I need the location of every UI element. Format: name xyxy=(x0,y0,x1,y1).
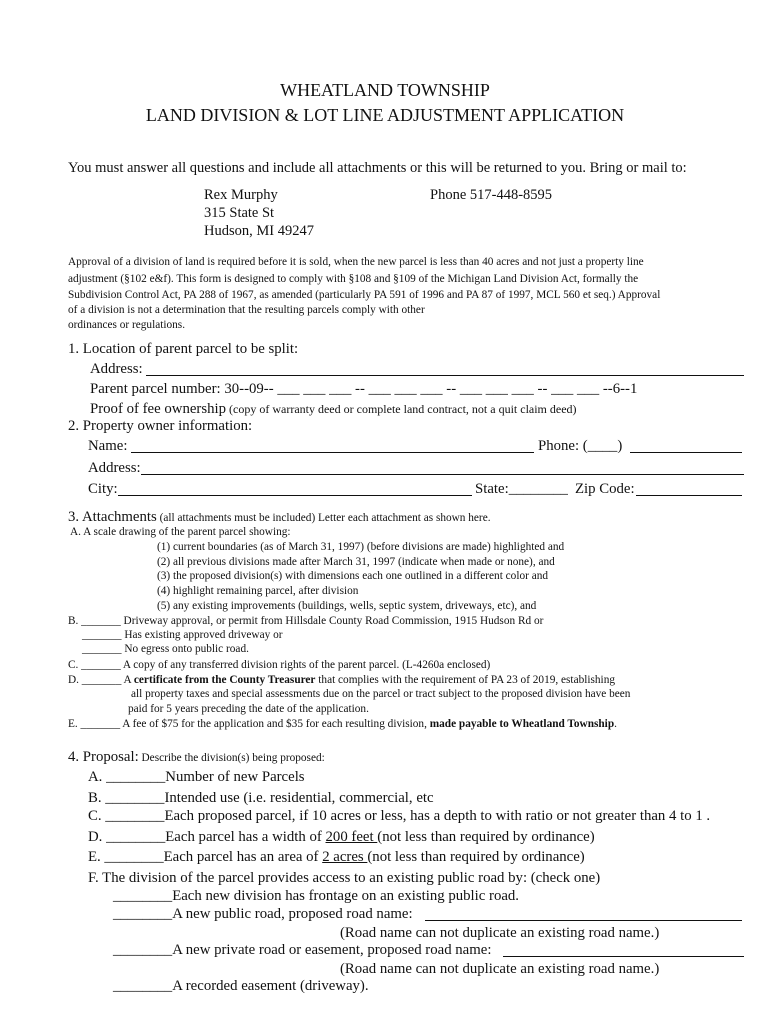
private-road-note: (Road name can not duplicate an existing road name.) xyxy=(340,961,660,977)
proposal-d-width-value: 200 feet xyxy=(325,829,378,845)
attachment-a-subitem: (3) the proposed division(s) with dimensions each one outlined in a different color and xyxy=(157,570,549,582)
owner-phone-label: Phone: (____) xyxy=(538,438,623,454)
attachment-b[interactable]: B. _______ Driveway approval, or permit from Hillsdale County Road Commission, 1915 Hudson Rd or xyxy=(68,615,544,627)
road-option-easement[interactable]: ________A recorded easement (driveway). xyxy=(113,978,369,994)
section2-heading: 2. Property owner information: xyxy=(68,418,253,434)
attachment-e-payee: made payable to Wheatland Township xyxy=(429,718,615,730)
proposal-label: 4. Proposal: xyxy=(68,749,139,765)
approval-text-line: ordinances or regulations. xyxy=(68,319,186,331)
attachment-d-certificate: certificate from the County Treasurer xyxy=(133,674,316,686)
public-road-note: (Road name can not duplicate an existing road name.) xyxy=(340,925,660,941)
attachments-label: 3. Attachments xyxy=(68,509,157,525)
proposal-e[interactable] xyxy=(88,849,585,866)
attachment-e[interactable] xyxy=(68,718,617,730)
form-title-township: WHEATLAND TOWNSHIP xyxy=(280,80,490,100)
approval-text-line: of a division is not a determination that the resulting parcels comply with other xyxy=(68,304,425,316)
private-road-name-field[interactable] xyxy=(503,942,744,957)
attachment-d-line: all property taxes and special assessments due on the parcel or tract subject to the proposed division have been xyxy=(131,688,631,700)
attachment-a-subitem: (2) all previous divisions made after March 31, 1997 (indicate when made or none), and xyxy=(157,556,555,568)
proof-of-ownership xyxy=(90,400,577,418)
owner-address-field[interactable] xyxy=(141,460,744,475)
owner-state-label[interactable]: State:________ xyxy=(475,481,568,497)
proposal-e-area-value: 2 acres xyxy=(322,849,368,865)
section3-heading xyxy=(68,508,491,526)
form-title-application: LAND DIVISION & LOT LINE ADJUSTMENT APPLICATION xyxy=(145,105,625,125)
proposal-c[interactable]: C. ________Each proposed parcel, if 10 acres or less, has a depth to with ratio or not greater than 4 to 1 . xyxy=(88,808,711,824)
road-option-frontage[interactable]: ________Each new division has frontage on an existing public road. xyxy=(113,888,520,904)
owner-address-label: Address: xyxy=(88,460,141,476)
approval-text-line: Approval of a division of land is required before it is sold, when the new parcel is less than 40 acres and not just a property line xyxy=(68,256,644,268)
section4-heading xyxy=(68,748,325,766)
attachment-e-suffix: . xyxy=(614,718,617,730)
approval-text-line: adjustment (§102 e&f). This form is designed to comply with §108 and §109 of the Michigan Land Division Act, formally the xyxy=(68,273,639,285)
contact-city: Hudson, MI 49247 xyxy=(204,223,314,239)
proposal-d[interactable] xyxy=(88,829,595,846)
attachment-c[interactable]: C. _______ A copy of any transferred division rights of the parent parcel. (L-4260a enclosed) xyxy=(68,659,491,671)
proof-label: Proof of fee ownership xyxy=(90,401,227,417)
attachment-a-subitem: (1) current boundaries (as of March 31, 1997) (before divisions are made) highlighted and xyxy=(157,541,565,553)
proposal-b[interactable]: B. ________Intended use (i.e. residential, commercial, etc xyxy=(88,790,434,806)
attachments-note: (all attachments must be included) Letter each attachment as shown here. xyxy=(156,512,491,524)
proposal-a[interactable]: A. ________Number of new Parcels xyxy=(88,769,305,785)
attachment-a-subitem: (4) highlight remaining parcel, after division xyxy=(157,585,359,597)
proposal-e-suffix: (not less than required by ordinance) xyxy=(367,849,585,865)
approval-text-line: Subdivision Control Act, PA 288 of 1967, as amended (particularly PA 591 of 1996 and PA 87 of 1997, MCL 560 et seq.) Approval xyxy=(68,289,661,301)
road-option-private-road[interactable]: ________A new private road or easement, proposed road name: xyxy=(113,942,492,958)
owner-name-field[interactable] xyxy=(131,438,534,453)
parent-address-field[interactable] xyxy=(146,361,744,376)
section1-heading: 1. Location of parent parcel to be split: xyxy=(68,341,299,357)
proposal-note: Describe the division(s) being proposed: xyxy=(138,752,325,764)
attachment-e-prefix: E. _______ A fee of $75 for the application and $35 for each resulting division, xyxy=(68,718,430,730)
intro-instructions: You must answer all questions and include all attachments or this will be returned to you. Bring or mail to: xyxy=(68,160,687,176)
attachment-d-line: paid for 5 years preceding the date of the application. xyxy=(128,703,369,715)
attachment-a-subitem: (5) any existing improvements (buildings, wells, septic system, driveways, etc), and xyxy=(157,600,537,612)
parent-address-label: Address: xyxy=(90,361,143,377)
owner-name-label: Name: xyxy=(88,438,128,454)
proposal-f: F. The division of the parcel provides access to an existing public road by: (check one) xyxy=(88,870,601,886)
proposal-e-prefix: E. ________Each parcel has an area of xyxy=(88,849,323,865)
owner-phone-field[interactable] xyxy=(630,438,742,453)
contact-street: 315 State St xyxy=(204,205,275,221)
proposal-d-suffix: (not less than required by ordinance) xyxy=(377,829,595,845)
owner-zip-label: Zip Code: xyxy=(575,481,635,497)
attachment-a: A. A scale drawing of the parent parcel showing: xyxy=(70,526,291,538)
attachment-d-prefix: D. _______ A xyxy=(68,674,134,686)
attachment-b-option[interactable]: _______ No egress onto public road. xyxy=(82,643,249,655)
attachment-b-option[interactable]: _______ Has existing approved driveway or xyxy=(82,629,283,641)
public-road-name-field[interactable] xyxy=(425,906,742,921)
attachment-d-suffix: that complies with the requirement of PA 23 of 2019, establishing xyxy=(315,674,615,686)
proof-note: (copy of warranty deed or complete land contract, not a quit claim deed) xyxy=(226,402,577,416)
attachment-d[interactable] xyxy=(68,674,615,686)
parent-parcel-number[interactable]: Parent parcel number: 30--09-- ___ ___ ___ -- ___ ___ ___ -- ___ ___ ___ -- ___ ___ --6--1 xyxy=(90,381,638,397)
contact-name: Rex Murphy xyxy=(204,187,278,203)
proposal-d-prefix: D. ________Each parcel has a width of xyxy=(88,829,326,845)
owner-city-label: City: xyxy=(88,481,118,497)
owner-zip-field[interactable] xyxy=(636,481,742,496)
owner-city-field[interactable] xyxy=(118,481,472,496)
contact-phone: Phone 517-448-8595 xyxy=(430,187,553,203)
road-option-public-road[interactable]: ________A new public road, proposed road name: xyxy=(113,906,413,922)
